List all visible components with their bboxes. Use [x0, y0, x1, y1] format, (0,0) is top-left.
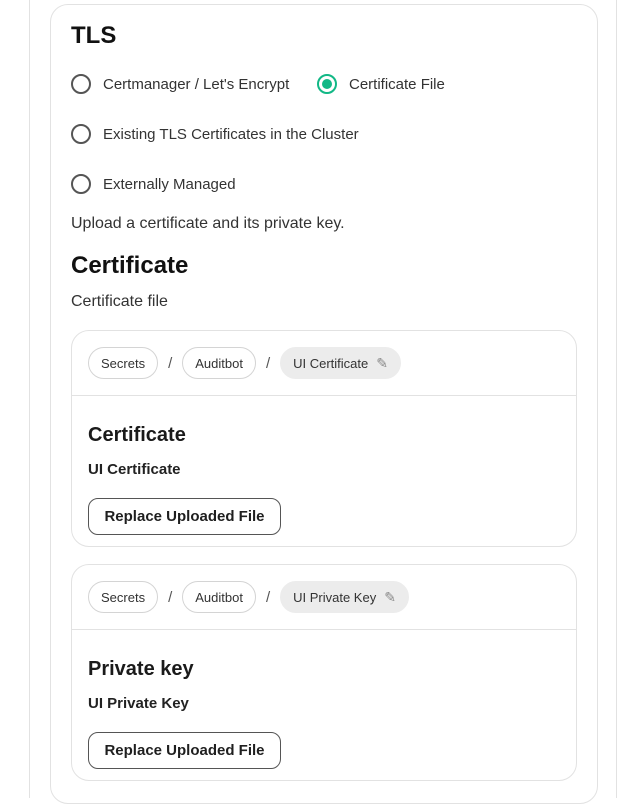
pencil-icon[interactable]: ✎ [384, 588, 396, 605]
radio-circle [71, 124, 91, 144]
radio-circle [317, 74, 337, 94]
card-body [72, 396, 576, 535]
tls-title: TLS [71, 22, 117, 49]
breadcrumb-auditbot[interactable]: Auditbot [182, 581, 256, 613]
certificate-card [71, 330, 577, 547]
replace-file-button[interactable]: Replace Uploaded File [88, 732, 281, 769]
tls-description: Upload a certificate and its private key. [71, 215, 345, 232]
radio-certificate-file[interactable] [317, 74, 445, 94]
breadcrumb-secrets[interactable]: Secrets [88, 581, 158, 613]
radio-label: Certificate File [349, 75, 445, 93]
file-name: UI Certificate [88, 461, 181, 478]
radio-label: Certmanager / Let's Encrypt [103, 75, 290, 93]
certificate-section-subtitle: Certificate file [71, 293, 168, 310]
pencil-icon[interactable]: ✎ [376, 354, 388, 371]
radio-certmanager[interactable] [71, 74, 289, 94]
card-body [72, 630, 576, 769]
breadcrumb-separator: / [265, 588, 271, 606]
radio-circle [71, 174, 91, 194]
breadcrumb-separator: / [168, 588, 173, 606]
card-title: Private key [88, 658, 194, 680]
breadcrumb-separator: / [265, 354, 271, 372]
breadcrumb [72, 331, 576, 396]
radio-existing-tls[interactable] [71, 124, 359, 144]
radio-externally-managed[interactable] [71, 174, 236, 194]
radio-dot [322, 79, 332, 89]
breadcrumb-separator: / [168, 354, 173, 372]
radio-label: Existing TLS Certificates in the Cluster [103, 125, 359, 143]
breadcrumb-secrets[interactable]: Secrets [88, 347, 158, 379]
certificate-section-title: Certificate [71, 252, 189, 279]
card-title: Certificate [88, 424, 186, 446]
replace-file-button[interactable]: Replace Uploaded File [88, 498, 281, 535]
file-name: UI Private Key [88, 695, 189, 712]
breadcrumb [72, 565, 576, 630]
breadcrumb-auditbot[interactable]: Auditbot [182, 347, 256, 379]
breadcrumb-current[interactable] [280, 347, 401, 379]
breadcrumb-current-label: UI Certificate [293, 355, 369, 371]
breadcrumb-current[interactable] [280, 581, 409, 613]
private-key-card [71, 564, 577, 781]
radio-circle [71, 74, 91, 94]
breadcrumb-current-label: UI Private Key [293, 589, 377, 605]
radio-label: Externally Managed [103, 175, 236, 193]
